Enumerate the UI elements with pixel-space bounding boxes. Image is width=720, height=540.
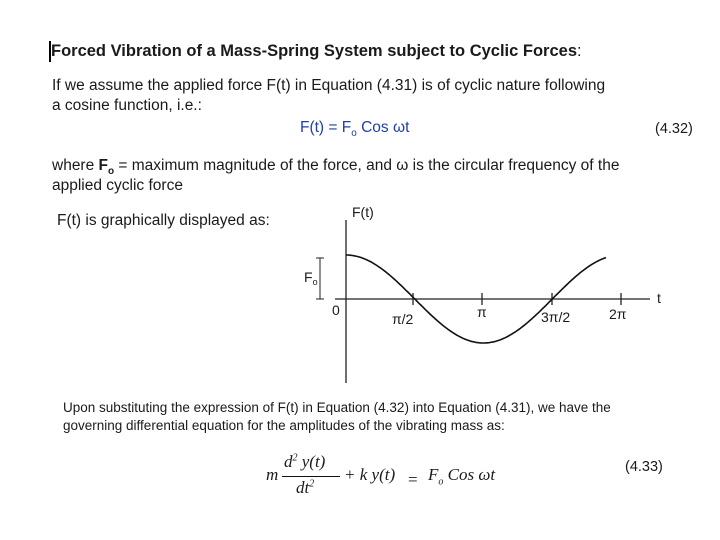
eq-numerator: $d^2$ y(t) xyxy=(284,452,326,471)
eq-mass-symbol: m xyxy=(266,465,279,484)
x-axis-label: t xyxy=(657,290,661,306)
tick-label-pi-over-2: π/2 xyxy=(392,311,414,327)
y-axis-label: F(t) xyxy=(352,204,374,220)
substitution-line-2: governing differential equation for the amplitudes of the vibrating mass as: xyxy=(63,418,505,433)
tick-label-pi: π xyxy=(477,304,487,320)
tick-label-2pi: 2π xyxy=(609,306,627,322)
equation-number-4-32: (4.32) xyxy=(655,121,693,137)
definition-line-2: applied cyclic force xyxy=(52,177,183,194)
graph-intro-text: F(t) is graphically displayed as: xyxy=(57,212,270,229)
intro-line-2: a cosine function, i.e.: xyxy=(52,97,202,114)
eq-rhs: $F_o$ Cos ωt xyxy=(428,465,496,488)
substitution-line-1: Upon substituting the expression of F(t) in Equation (4.32) into Equation (4.31), we have the xyxy=(63,400,611,415)
equation-number-4-33: (4.33) xyxy=(625,459,663,475)
intro-line-1: If we assume the applied force F(t) in Equation (4.31) is of cyclic nature following xyxy=(52,77,606,94)
equation-4-32: $F(t) = F_o$ Cos ωt xyxy=(300,119,410,140)
definition-line-1: where $F_o$ = maximum magnitude of the force, and ω is the circular frequency of the xyxy=(52,157,620,178)
eq-stiffness-term: + k y(t) xyxy=(344,465,396,484)
eq-fraction-bar xyxy=(282,476,340,477)
eq-denominator: $dt^2$ xyxy=(296,478,315,497)
eq-equals-sign: = xyxy=(408,470,418,489)
origin-label: 0 xyxy=(332,302,340,318)
tick-label-3pi-over-2: 3π/2 xyxy=(541,309,571,325)
page-title: Forced Vibration of a Mass-Spring System subject to Cyclic Forces: xyxy=(51,42,582,60)
amplitude-label: $F_o$ xyxy=(304,269,318,287)
